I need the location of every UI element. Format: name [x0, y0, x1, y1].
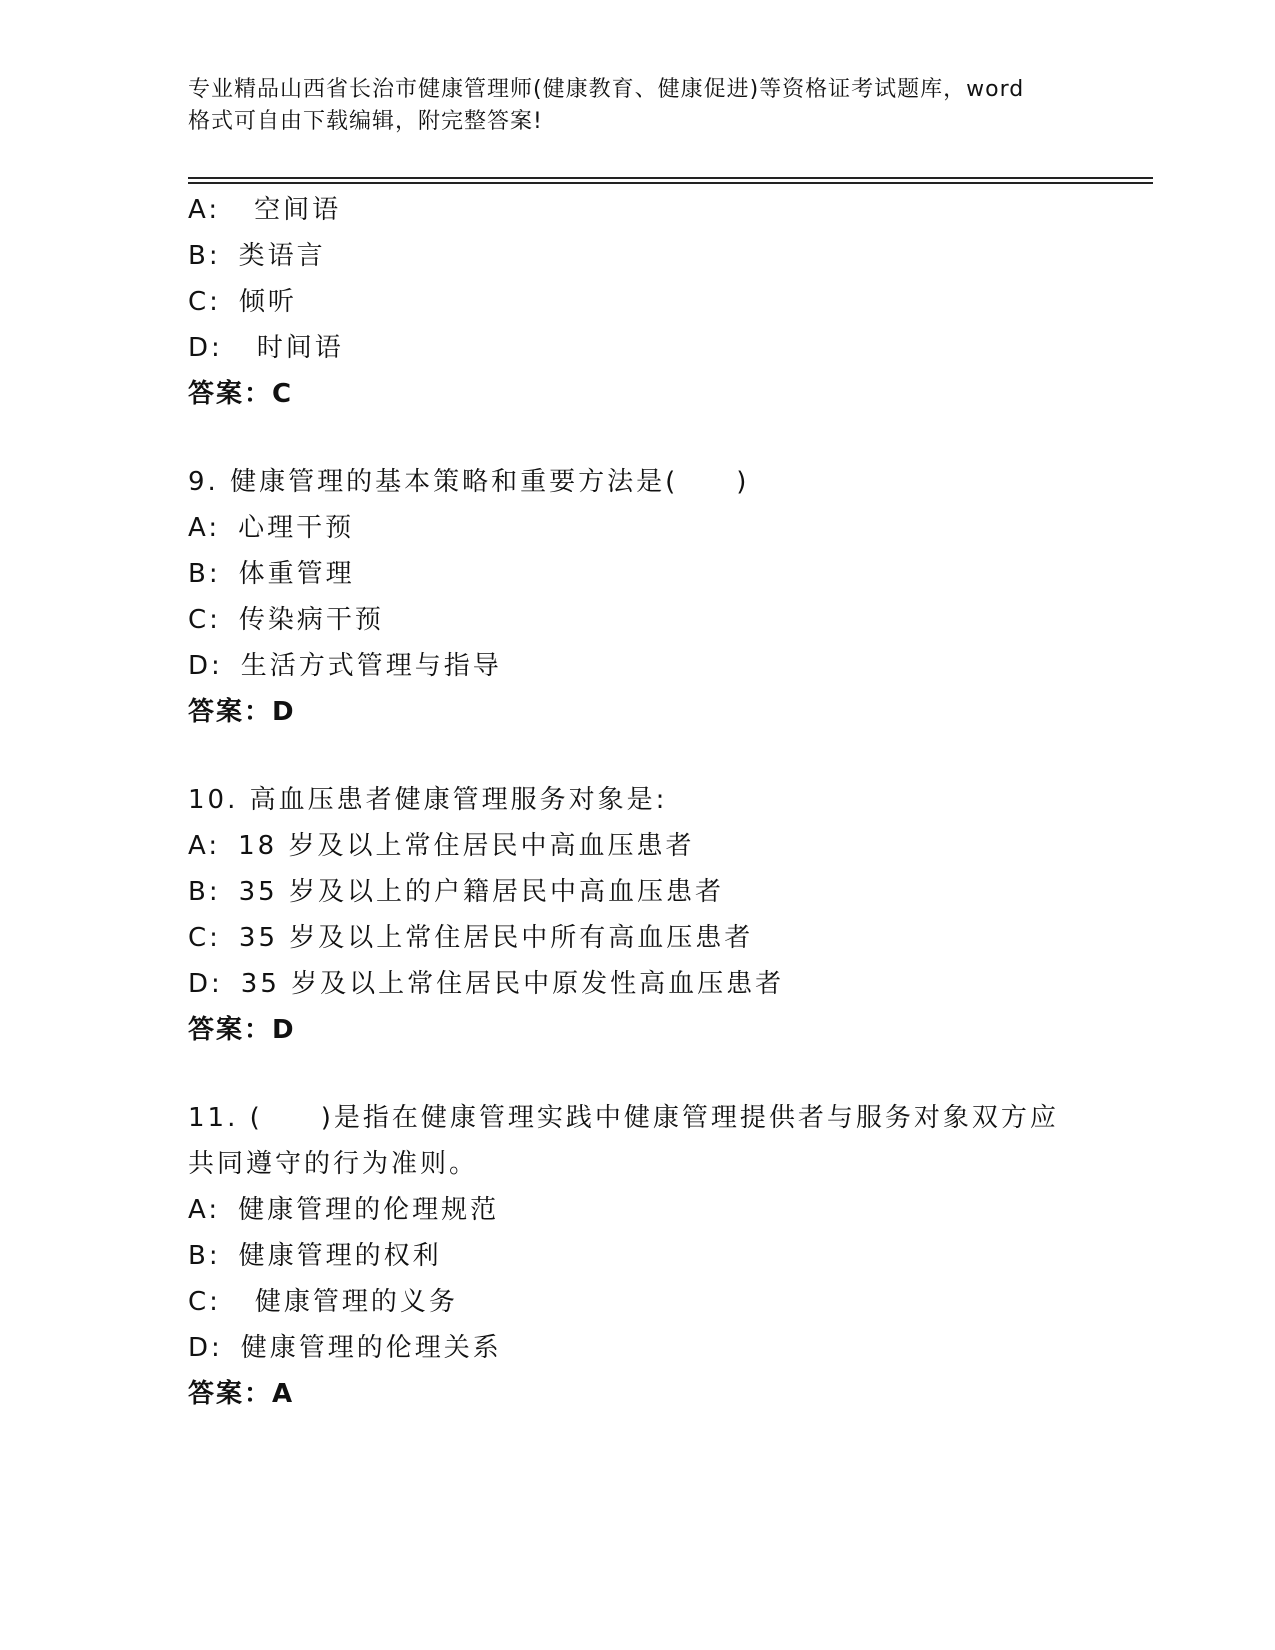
answer-line: 答案：D — [188, 697, 296, 727]
option-text: 35 岁及以上常住居民中原发性高血压患者 — [240, 969, 785, 999]
question-text: 9. 健康管理的基本策略和重要方法是( ) — [188, 467, 750, 497]
option-label: D: — [188, 651, 223, 681]
option-text: 健康管理的伦理规范 — [238, 1195, 500, 1225]
option-b — [188, 869, 1148, 915]
option-text: 健康管理的义务 — [254, 1287, 458, 1317]
option-text: 倾听 — [238, 287, 297, 317]
option-label: A: — [188, 195, 221, 225]
question-10-block — [188, 777, 1148, 1053]
option-label: D: — [188, 1333, 223, 1363]
question-text: 10. 高血压患者健康管理服务对象是: — [188, 785, 668, 815]
question-text-line-1: 11. ( )是指在健康管理实践中健康管理提供者与服务对象双方应 — [188, 1103, 1059, 1133]
option-text: 健康管理的伦理关系 — [240, 1333, 502, 1363]
option-label: C: — [188, 287, 221, 317]
option-a — [188, 823, 1148, 869]
option-label: C: — [188, 1287, 221, 1317]
option-d — [188, 961, 1148, 1007]
option-b — [188, 1233, 1148, 1279]
option-a — [188, 187, 1148, 233]
option-text: 35 岁及以上常住居民中所有高血压患者 — [238, 923, 754, 953]
header-line-2: 格式可自由下载编辑，附完整答案! — [188, 109, 543, 134]
header-divider-bottom — [188, 182, 1153, 184]
option-c — [188, 597, 1148, 643]
option-a — [188, 505, 1148, 551]
option-text: 18 岁及以上常住居民中高血压患者 — [238, 831, 695, 861]
option-text: 35 岁及以上的户籍居民中高血压患者 — [238, 877, 724, 907]
header-divider-top — [188, 177, 1153, 179]
option-text: 生活方式管理与指导 — [240, 651, 502, 681]
option-label: B: — [188, 241, 221, 271]
question-content — [188, 187, 1148, 1417]
option-label: C: — [188, 923, 221, 953]
option-label: D: — [188, 969, 223, 999]
option-text: 健康管理的权利 — [238, 1241, 442, 1271]
option-text: 空间语 — [254, 195, 342, 225]
option-text: 心理干预 — [238, 513, 355, 543]
option-c — [188, 915, 1148, 961]
option-text: 时间语 — [256, 333, 344, 363]
option-label: B: — [188, 877, 221, 907]
option-d — [188, 1325, 1148, 1371]
option-label: B: — [188, 1241, 221, 1271]
header-line-1: 专业精品山西省长治市健康管理师(健康教育、健康促进)等资格证考试题库，word — [188, 77, 1025, 102]
question-9-block — [188, 459, 1148, 735]
option-label: D: — [188, 333, 223, 363]
option-d — [188, 325, 1148, 371]
answer-line: 答案：C — [188, 379, 294, 409]
option-c — [188, 1279, 1148, 1325]
option-a — [188, 1187, 1148, 1233]
answer-line: 答案：A — [188, 1379, 295, 1409]
option-label: A: — [188, 513, 221, 543]
question-text-line-2: 共同遵守的行为准则。 — [188, 1149, 479, 1179]
option-label: C: — [188, 605, 221, 635]
document-header — [188, 74, 1088, 138]
option-text: 体重管理 — [238, 559, 355, 589]
option-c — [188, 279, 1148, 325]
answer-line: 答案：D — [188, 1015, 296, 1045]
option-d — [188, 643, 1148, 689]
question-11-block — [188, 1095, 1148, 1417]
option-b — [188, 233, 1148, 279]
option-text: 传染病干预 — [238, 605, 384, 635]
option-text: 类语言 — [238, 241, 326, 271]
option-b — [188, 551, 1148, 597]
question-8-block — [188, 187, 1148, 417]
option-label: B: — [188, 559, 221, 589]
option-label: A: — [188, 1195, 221, 1225]
option-label: A: — [188, 831, 221, 861]
